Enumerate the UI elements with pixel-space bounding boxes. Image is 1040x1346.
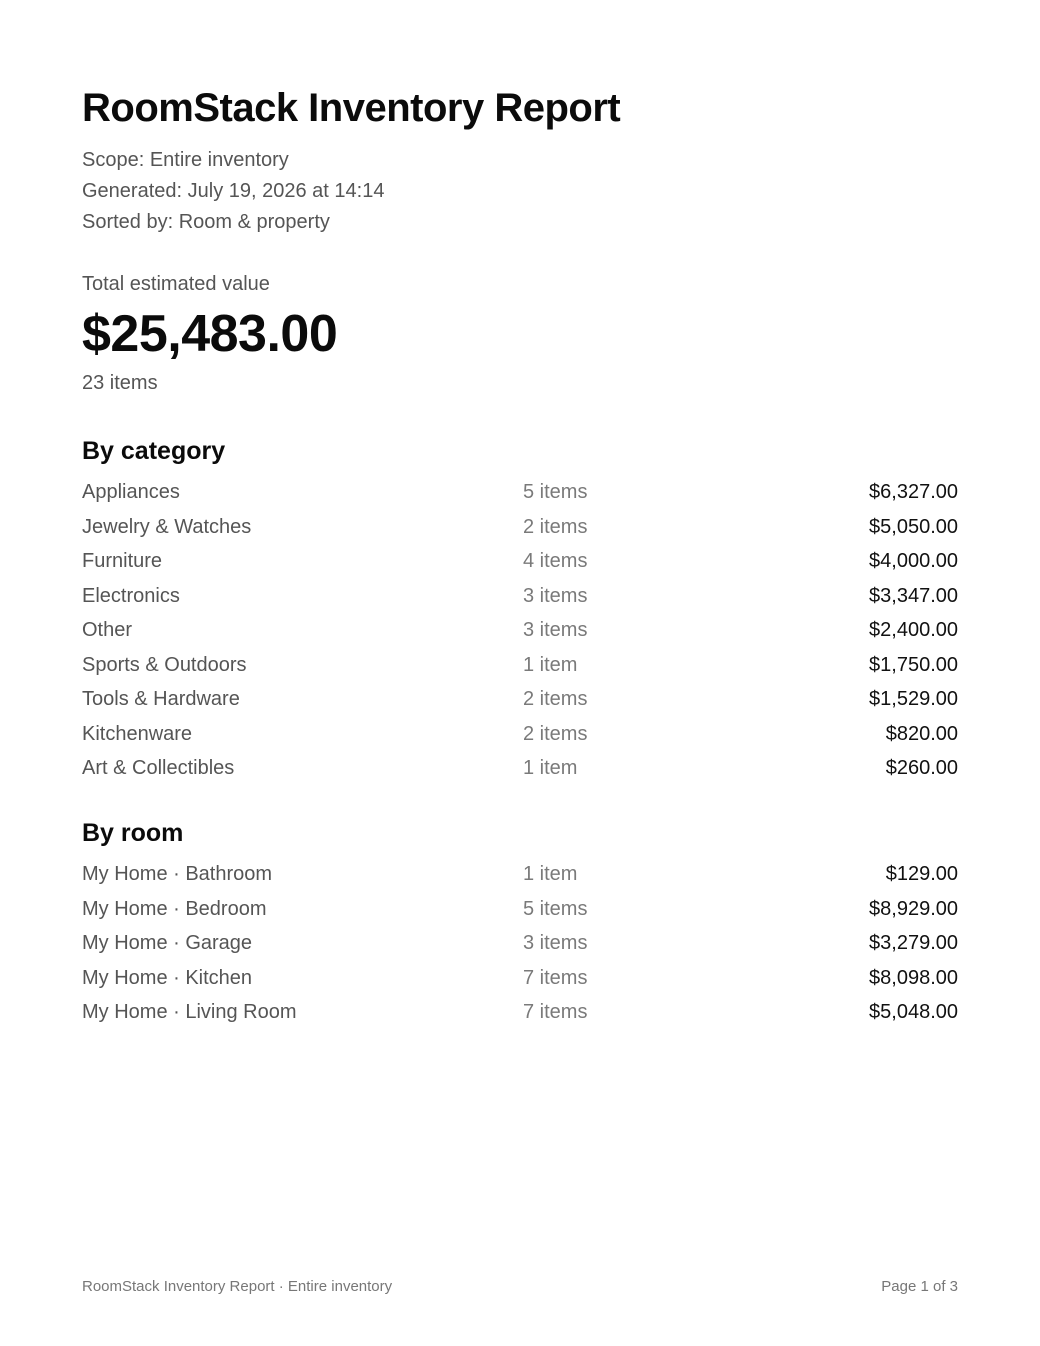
by-room-heading: By room [82,819,184,847]
category-value: $260.00 [885,757,958,779]
category-value: $2,400.00 [869,619,958,641]
category-count: 4 items [523,550,588,572]
footer-report-label: RoomStack Inventory Report · Entire inventory [82,1278,393,1295]
room-count: 5 items [523,897,588,920]
category-name: Furniture [82,550,163,572]
room-count: 7 items [523,966,588,989]
category-count: 3 items [523,619,588,641]
room-name: My Home · Living Room [82,1001,297,1023]
room-row [82,961,958,996]
category-row [82,613,958,648]
category-name: Jewelry & Watches [82,515,252,538]
room-count: 7 items [523,1001,588,1023]
by-room-list [82,857,958,1030]
room-value: $5,048.00 [869,1001,958,1023]
room-name: My Home · Bedroom [82,897,267,920]
category-row [82,648,958,683]
category-count: 5 items [523,481,588,503]
report-page [82,0,958,1346]
category-value: $5,050.00 [869,515,958,538]
category-row [82,510,958,545]
room-row [82,926,958,961]
category-count: 2 items [523,722,588,745]
report-sorted-by: Sorted by: Room & property [82,211,330,233]
category-count: 1 item [523,653,578,676]
room-value: $129.00 [885,863,958,885]
category-count: 2 items [523,688,588,710]
category-value: $3,347.00 [869,584,958,607]
category-count: 2 items [523,515,588,538]
category-count: 3 items [523,584,588,607]
category-name: Other [82,619,133,641]
room-count: 3 items [523,932,588,954]
room-row [82,857,958,892]
report-generated: Generated: July 19, 2026 at 14:14 [82,180,385,202]
report-scope: Scope: Entire inventory [82,149,289,171]
total-value-amount: $25,483.00 [82,305,338,363]
category-value: $820.00 [885,722,958,745]
footer-page-number: Page 1 of 3 [881,1278,958,1295]
category-row [82,475,958,510]
room-row [82,892,958,927]
category-value: $1,750.00 [869,653,958,676]
category-name: Tools & Hardware [82,688,240,710]
category-row [82,717,958,752]
total-value-label: Total estimated value [82,273,270,295]
category-count: 1 item [523,757,578,779]
room-value: $8,929.00 [869,897,958,920]
by-category-list [82,475,958,786]
room-value: $3,279.00 [869,932,958,954]
category-row [82,579,958,614]
category-row [82,682,958,717]
category-name: Art & Collectibles [82,757,235,779]
category-value: $4,000.00 [869,550,958,572]
category-row [82,544,958,579]
category-name: Electronics [82,584,180,607]
room-name: My Home · Kitchen [82,966,253,989]
category-value: $6,327.00 [869,481,958,503]
room-name: My Home · Bathroom [82,863,273,885]
by-category-heading: By category [82,437,226,465]
category-row [82,751,958,786]
category-name: Sports & Outdoors [82,653,247,676]
room-row [82,995,958,1030]
total-item-count: 23 items [82,372,158,394]
category-name: Kitchenware [82,722,193,745]
category-value: $1,529.00 [869,688,958,710]
room-name: My Home · Garage [82,932,253,954]
room-count: 1 item [523,863,578,885]
report-meta [82,145,384,238]
category-name: Appliances [82,481,180,503]
report-title: RoomStack Inventory Report [82,86,621,130]
room-value: $8,098.00 [869,966,958,989]
